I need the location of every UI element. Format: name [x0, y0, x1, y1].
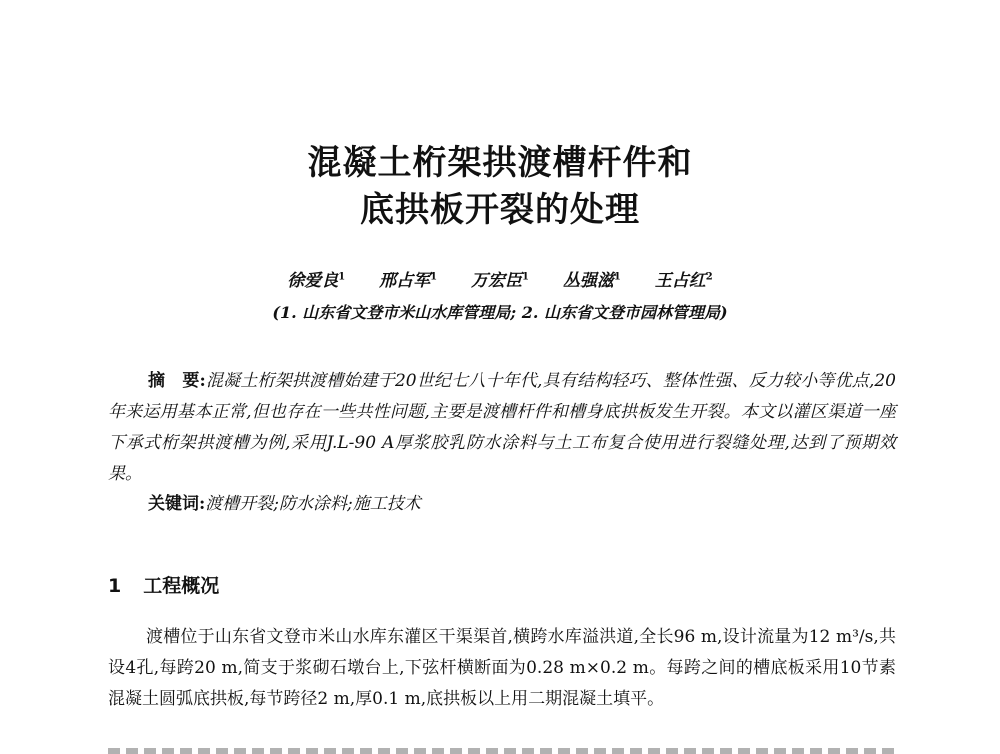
keywords — [148, 490, 896, 518]
keywords-label: 关键词: — [148, 494, 206, 514]
author-name: 王占红 — [654, 271, 706, 291]
author-affil-mark: 1 — [430, 271, 438, 283]
abstract — [108, 366, 896, 490]
author — [563, 266, 621, 291]
author-affil-mark: 1 — [338, 271, 346, 283]
author-affil-mark: 2 — [705, 271, 713, 283]
affiliation: (1. 山东省文登市米山水库管理局; 2. 山东省文登市园林管理局) — [272, 303, 728, 322]
author-name: 丛强滋 — [562, 271, 614, 291]
title-line-2: 底拱板开裂的处理 — [360, 190, 640, 230]
author-name: 邢占军 — [379, 271, 431, 291]
section-title: 工程概况 — [143, 575, 220, 597]
author-name: 万宏臣 — [471, 271, 523, 291]
keywords-text: 渡槽开裂;防水涂料;施工技术 — [205, 494, 421, 514]
author — [379, 266, 437, 291]
author-affil-mark: 1 — [613, 271, 621, 283]
cut-off-line-fragment — [108, 748, 896, 754]
abstract-text: 混凝土桁架拱渡槽始建于20世纪七八十年代,具有结构轻巧、整体性强、反力较小等优点,20年来运用基本正常,但也存在一些共性问题,主要是渡槽杆件和槽身底拱板发生开裂。本文以灌区渠道一座下承式桁架拱渡槽为例,采用J.L-90 A厚浆胶乳防水涂料与土工布复合使用进行裂缝处理,达到了预期效果。 — [108, 371, 896, 484]
cut-off-text-line — [108, 744, 896, 754]
author — [287, 266, 345, 291]
author-affil-mark: 1 — [522, 271, 529, 283]
author — [471, 266, 529, 291]
body-paragraph — [108, 622, 896, 715]
section-heading — [108, 571, 219, 598]
author-list — [0, 266, 1000, 291]
author — [655, 266, 713, 291]
section-number: 1 — [108, 575, 122, 597]
abstract-label: 摘 要: — [148, 371, 206, 391]
body-paragraph-text: 渡槽位于山东省文登市米山水库东灌区干渠渠首,横跨水库溢洪道,全长96 m,设计流量为12 m³/s,共设4孔,每跨20 m,简支于浆砌石墩台上,下弦杆横断面为0.28 m×0.2 m。每跨之间的槽底板采用10节素混凝土圆弧底拱板,每节跨径2 m,厚0.1 m,底拱板以上用二期混凝土填平。 — [108, 627, 896, 709]
title-line-1: 混凝土桁架拱渡槽杆件和 — [307, 143, 693, 183]
author-name: 徐爱良 — [287, 271, 339, 291]
